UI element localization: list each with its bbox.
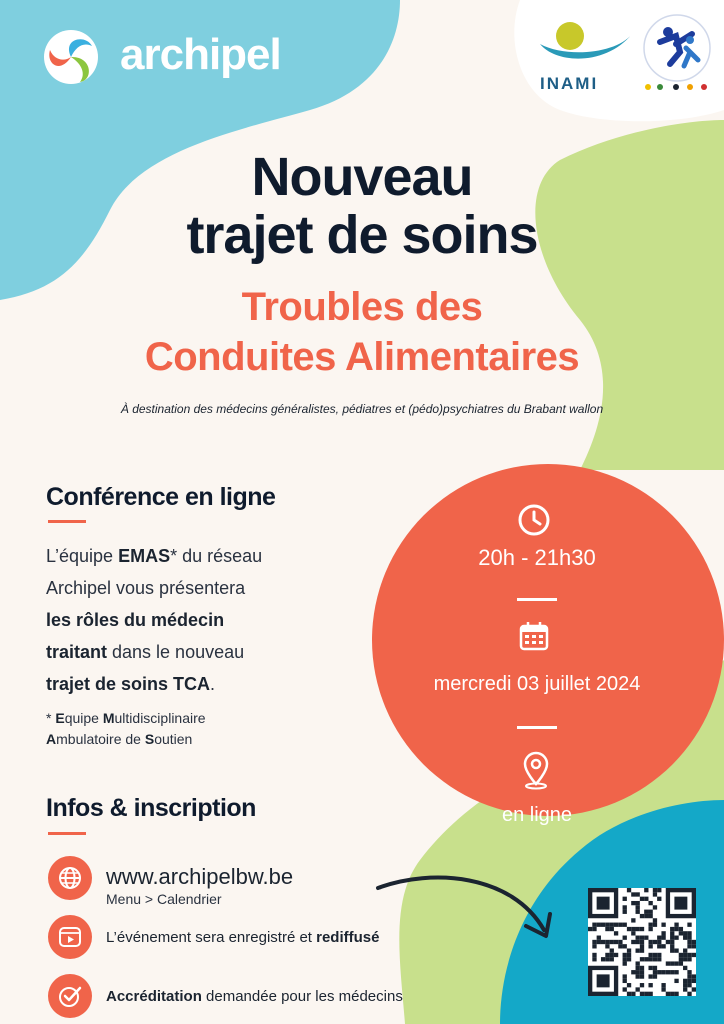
note-text: ultidisciplinaire (114, 710, 206, 726)
audience-subtitle: À destination des médecins généralistes, pédiatres et (pédo)psychiatres du Brabant wallon (120, 402, 604, 416)
event-date: mercredi 03 juillet 2024 (433, 673, 641, 695)
note-text: * (46, 710, 56, 726)
note-text: outien (154, 731, 193, 747)
desc-text: * du réseau (170, 546, 263, 566)
recorded-bold: rediffusé (316, 929, 380, 946)
event-time: 20h - 21h30 (478, 545, 596, 570)
conference-description (46, 540, 346, 700)
check-icon (58, 984, 82, 1008)
recorded-info (106, 929, 379, 946)
accreditation-bold: Accréditation (106, 988, 202, 1005)
globe-icon-badge (48, 856, 92, 900)
divider (517, 598, 557, 601)
globe-icon (58, 866, 82, 890)
title-line-3: Troubles des (241, 285, 483, 329)
note-bold: A (46, 731, 57, 747)
replay-icon-badge (48, 915, 92, 959)
emas-footnote (46, 708, 306, 750)
website-link[interactable]: www.archipelbw.be (106, 864, 294, 889)
main-title (0, 148, 724, 264)
replay-icon (58, 925, 82, 949)
title-line-4: Conduites Alimentaires (144, 335, 580, 379)
website-path: Menu > Calendrier (106, 891, 222, 907)
location-pin-icon (520, 750, 552, 790)
inami-logo-icon (536, 14, 636, 76)
inami-logo-text: INAMI (540, 74, 599, 93)
title-line-1: Nouveau (251, 147, 473, 207)
title-line-2: trajet de soins (186, 205, 538, 265)
infos-heading: Infos & inscription (46, 794, 256, 822)
desc-bold: les rôles du médecin (46, 610, 225, 630)
note-bold: E (55, 710, 65, 726)
desc-text: L’équipe (46, 546, 119, 566)
arrow-icon (372, 868, 562, 948)
desc-text: Archipel vous présentera (46, 578, 246, 598)
accreditation-text: demandée pour les médecins (201, 988, 403, 1005)
conference-heading: Conférence en ligne (46, 483, 276, 511)
calendar-icon (518, 620, 550, 652)
infos-underline (48, 832, 86, 835)
archipel-logo-text: archipel (120, 30, 281, 79)
divider (517, 726, 557, 729)
note-text: mbulatoire de (56, 731, 145, 747)
partner-logo-icon (640, 12, 714, 94)
clock-icon (517, 503, 551, 537)
desc-text: . (210, 674, 216, 694)
desc-bold: trajet de soins TCA (46, 674, 211, 694)
qr-code[interactable] (588, 888, 696, 996)
archipel-logo-icon (42, 28, 100, 86)
conference-underline (48, 520, 86, 523)
desc-text: dans le nouveau (107, 642, 245, 662)
note-bold: M (102, 710, 115, 726)
topic-title (0, 282, 724, 382)
accreditation-info (106, 988, 403, 1005)
qr-code-pattern (588, 888, 696, 996)
note-bold: S (144, 731, 155, 747)
desc-emas: EMAS (118, 546, 171, 566)
desc-bold: traitant (46, 642, 108, 662)
event-location: en ligne (501, 804, 573, 826)
note-text: quipe (64, 710, 103, 726)
check-icon-badge (48, 974, 92, 1018)
recorded-text: L’événement sera enregistré et (106, 929, 317, 946)
